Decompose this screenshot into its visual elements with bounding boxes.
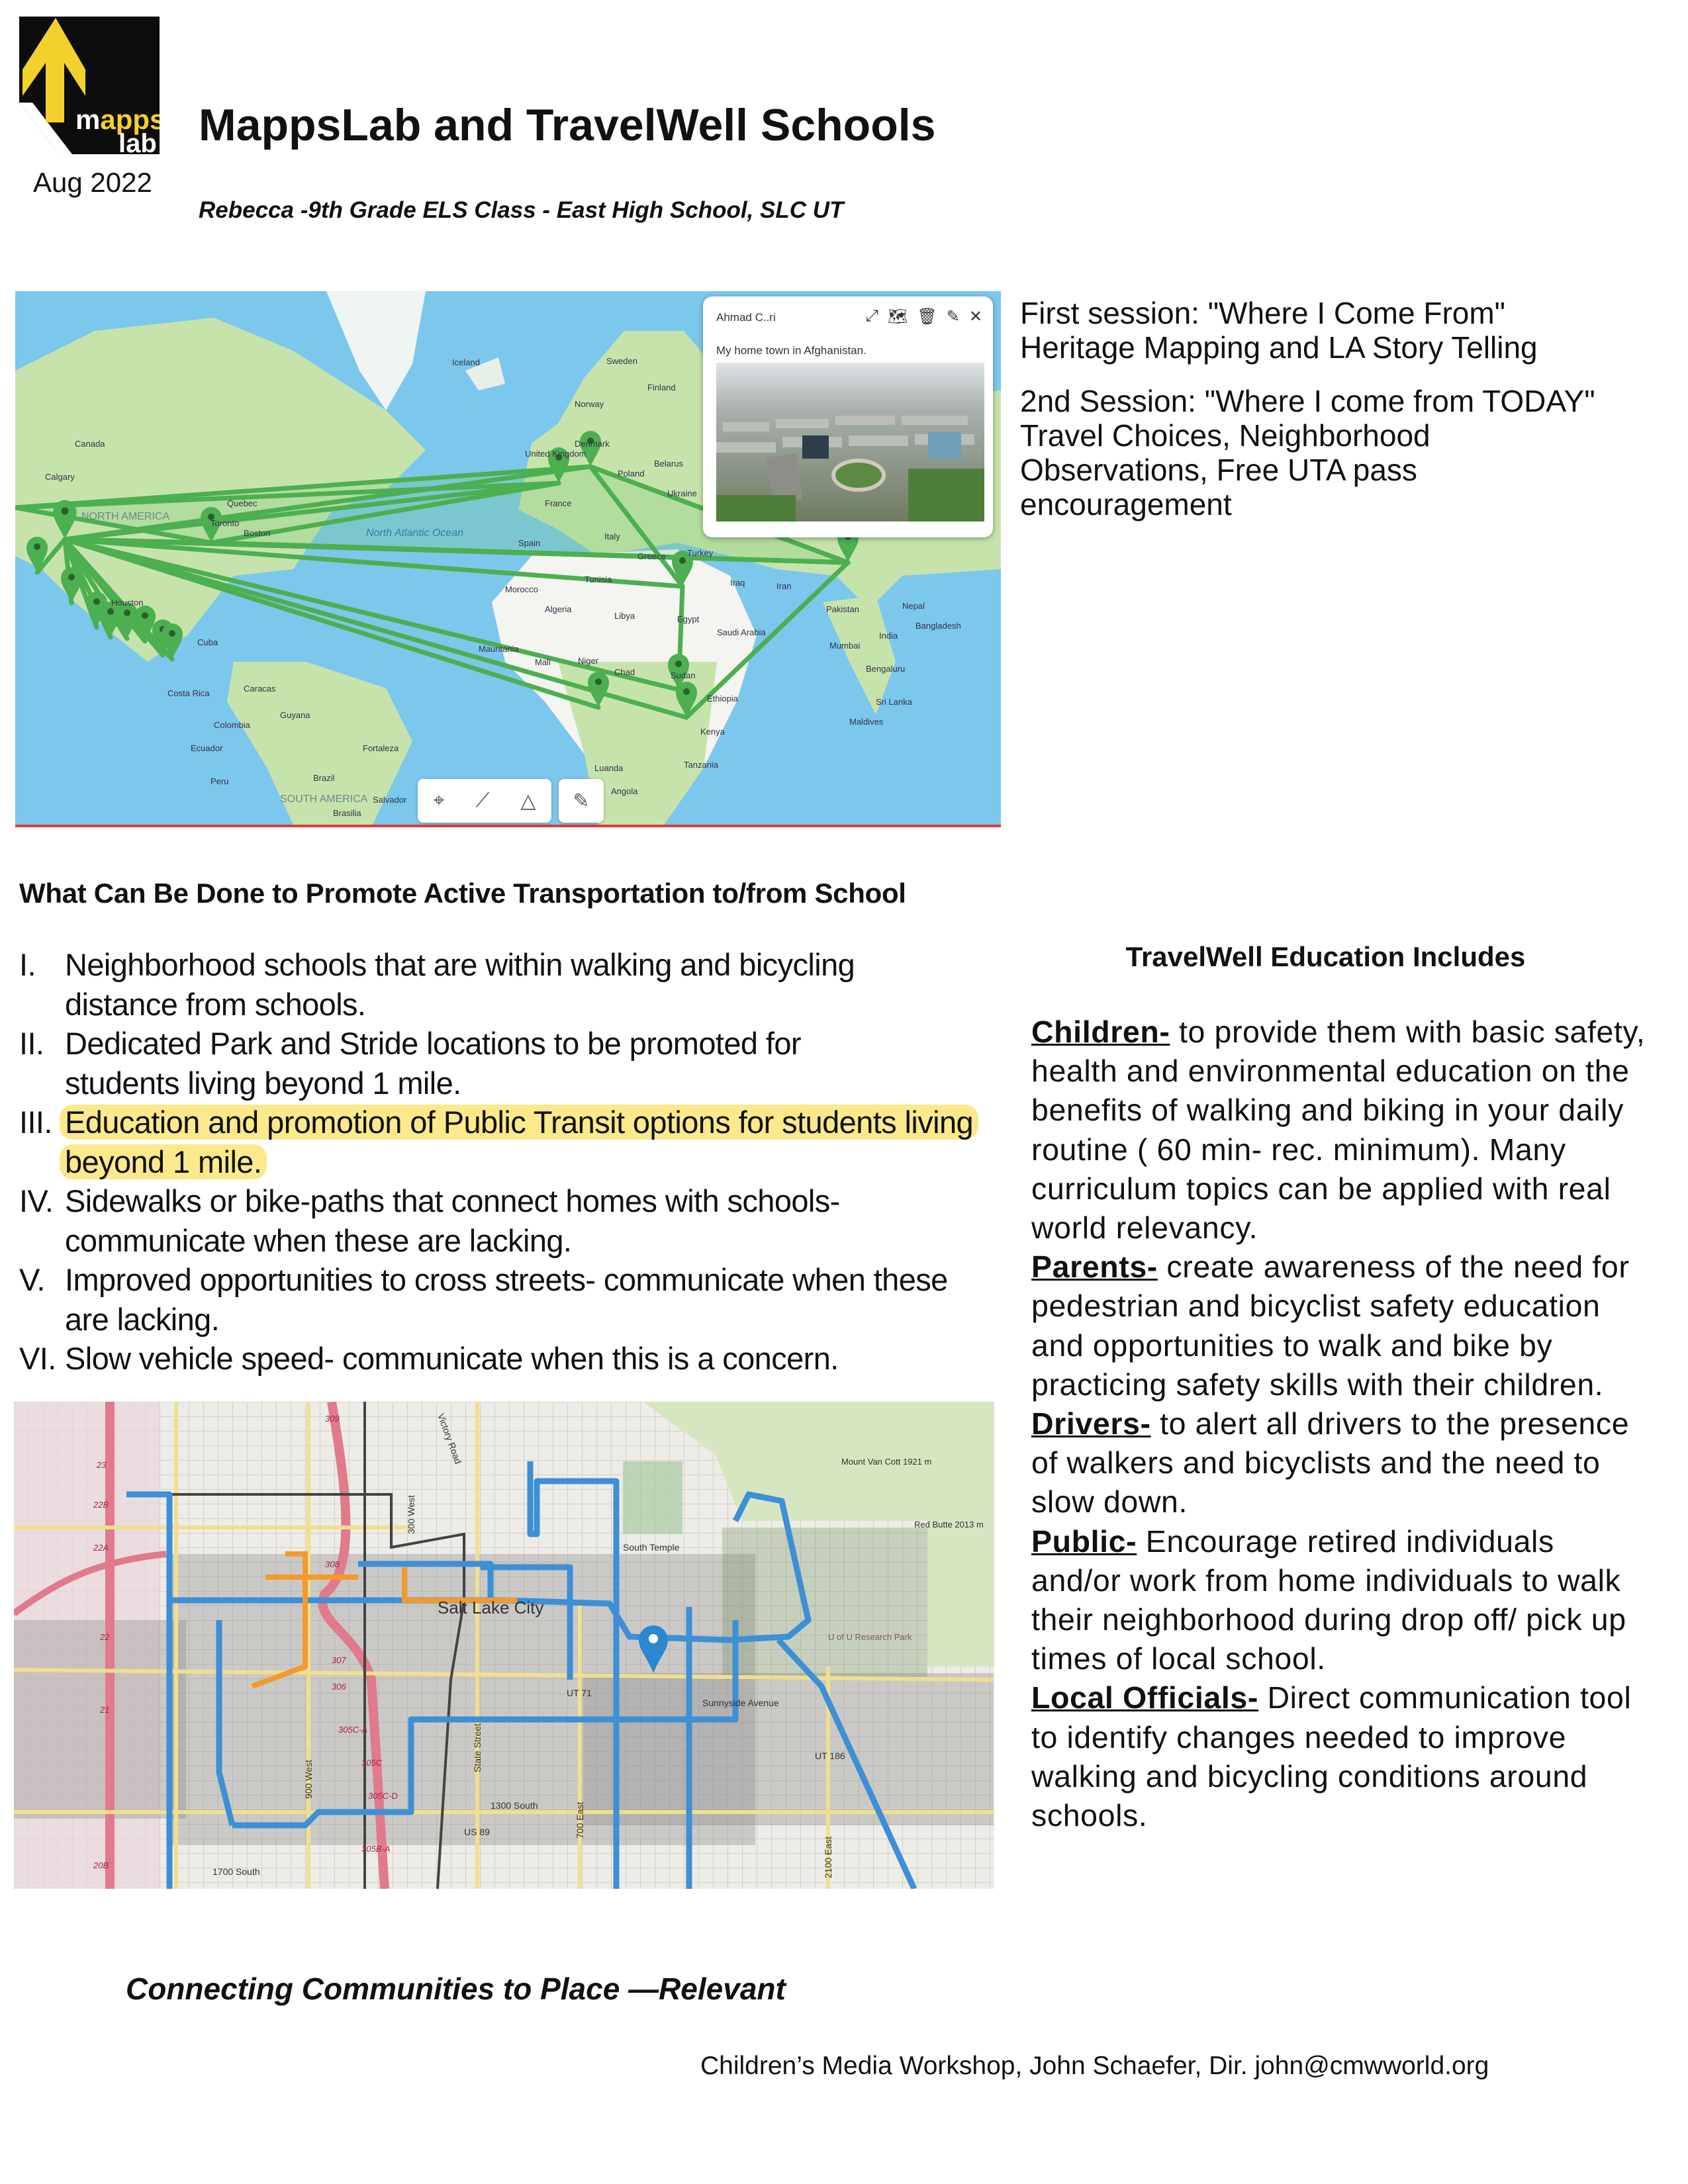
map-label: Sunnyside Avenue [702,1698,779,1708]
first-session [1020,296,1682,365]
map-label: Poland [618,469,645,478]
close-icon[interactable]: ✕ [968,308,982,326]
map-label: Mumbai [829,641,861,651]
travelwell-entries [1031,1013,1647,1835]
map-label: Colombia [214,720,250,730]
map-label: Egypt [677,614,700,624]
map-label: Sudan [671,670,696,680]
item-text: Sidewalks or bike-paths that connect homes with schools- communicate when these are lacking. [65,1183,840,1258]
entry-parents [1031,1248,1647,1404]
map-label: SOUTH AMERICA [280,794,368,805]
map-label: United Kingdom [525,449,586,459]
entry-public [1031,1522,1647,1679]
slc-map-canvas [14,1402,994,1889]
map-label: Turkey [687,548,714,558]
map-label: 21 [100,1705,110,1715]
item-text: Dedicated Park and Stride locations to be promoted for students living beyond 1 mile. [65,1026,801,1101]
map-label: Iceland [452,357,480,367]
tagline: Connecting Communities to Place —Relevant [126,1972,786,2006]
entry-term: Drivers- [1031,1406,1151,1441]
map-label: 23 [97,1460,107,1470]
map-label: Salt Lake City [438,1598,544,1617]
map-label: Boston [244,528,271,538]
marker-icon[interactable]: ⌖ [433,790,445,811]
item-text: Neighborhood schools that are within walking and bicycling distance from schools. [65,947,855,1022]
item-text: Slow vehicle speed- communicate when this is a concern. [65,1341,839,1376]
map-label: Ecuador [191,743,223,753]
map-label: Norway [575,399,604,409]
map-label: Bangladesh [915,621,961,631]
popup-author: Ahmad C..ri [716,311,776,324]
map-label: 22 [100,1632,110,1642]
map-label: Quebec [227,498,258,508]
trash-icon[interactable]: 🗑 [917,308,937,326]
map-label: Canada [75,439,105,449]
second-session-title: 2nd Session: "Where I come from TODAY" [1020,384,1595,418]
map-label: 900 West [303,1760,314,1799]
map-label: Greece [637,551,666,561]
entry-term: Local Officials- [1031,1680,1258,1715]
list-item [19,945,992,1024]
date: Aug 2022 [33,167,152,198]
map-label: 700 East [575,1801,585,1839]
map-label: Victory Road [436,1412,464,1466]
entry-term: Children- [1031,1015,1170,1049]
map-label: Kenya [700,727,725,737]
map-label: 305B-A [361,1844,391,1854]
map-label: Salvador [373,795,407,805]
map-label: Denmark [575,439,610,449]
map-label: Nepal [902,601,925,611]
list-item [19,1024,992,1103]
map-label: Sweden [606,356,637,366]
map-label: UT 71 [567,1688,592,1698]
list-item [19,1260,992,1339]
map-label: 309 [325,1414,340,1424]
map-label: Costa Rica [167,688,210,698]
page-subtitle: Rebecca -9th Grade ELS Class - East High School, SLC UT [199,197,844,223]
entry-text: Direct communication tool to identify changes needed to improve walking and bicycling conditions around schools. [1031,1680,1632,1833]
entry-text: to provide them with basic safety, health and environmental education on the benefits of walking and biking in your daily routine ( 60 min- rec. minimum). Many curriculum topics can be applied with real world relevancy. [1031,1015,1646,1246]
item-number: V. [19,1262,45,1297]
map-label: Mauritania [479,644,519,654]
entry-text: Encourage retired individuals and/or work from home individuals to walk their neighborhood during drop off/ pick up times of local school. [1031,1524,1626,1676]
list-item [19,1103,992,1181]
list-item [19,1339,992,1379]
svg-text:lab: lab [118,129,157,154]
entry-term: Parents- [1031,1250,1158,1285]
item-text: Improved opportunities to cross streets- communicate when these are lacking. [65,1262,948,1337]
map-label: 300 West [406,1495,416,1534]
map-label: Sri Lanka [876,697,912,707]
map-label: South Temple [623,1542,680,1553]
promote-heading: What Can Be Done to Promote Active Transportation to/from School [19,878,906,909]
map-label: North Atlantic Ocean [366,527,464,539]
map-label: 1700 South [212,1866,260,1877]
map-label: Caracas [244,684,276,694]
map-label: 1300 South [491,1800,538,1811]
map-label: India [879,631,898,641]
map-label: Guyana [280,710,310,720]
map-label: Luanda [594,763,624,773]
mappslab-logo [19,17,160,154]
edit-icon[interactable]: ✎ [946,308,960,326]
entry-children [1031,1013,1647,1248]
map-label: 306 [332,1682,346,1692]
map-label: 308 [325,1559,340,1569]
promote-list [19,945,992,1379]
edit-toolbar [559,779,604,823]
map-label: Spain [518,538,541,548]
entry-term: Public- [1031,1524,1137,1559]
map-label: Bengaluru [866,664,906,674]
list-item [19,1181,992,1260]
map-label: Tunisia [585,574,612,584]
map-label: Belarus [654,459,684,469]
map-label: Angola [611,786,638,796]
map-label: Chad [614,667,635,677]
map-label: Pakistan [826,604,859,614]
map-label: Mount Van Cott 1921 m [841,1457,932,1467]
map-label: Mali [535,657,551,667]
polygon-icon[interactable]: △ [520,790,536,812]
draw-toolbar [418,779,551,823]
map-label: 22B [93,1500,109,1510]
map-label: NORTH AMERICA [81,511,170,522]
line-icon[interactable]: ⟋ [475,790,490,811]
first-session-title: First session: "Where I Come From" [1020,296,1506,330]
map-label: 305C [361,1758,383,1768]
map-label: Saudi Arabia [717,627,766,637]
item-number: III. [19,1105,52,1140]
expand-icon[interactable]: ⤢ [865,307,878,325]
item-number: IV. [19,1183,54,1218]
second-session-desc: Travel Choices, Neighborhood Observations, Free UTA pass encouragement [1020,418,1430,522]
map-label: Iran [776,581,792,591]
map-label: Finland [647,383,676,392]
salt-lake-city-route-map[interactable] [14,1402,994,1889]
entry-drivers [1031,1404,1647,1522]
map-label: 305C-D [368,1791,398,1801]
map-label: Niger [578,656,599,666]
map-label: Libya [614,611,635,621]
item-number: I. [19,947,36,982]
map-label: US 89 [464,1827,490,1837]
map-image-icon[interactable]: 🗺 [887,308,908,326]
map-label: 22A [93,1543,109,1553]
map-label: Cuba [197,637,218,647]
map-label: 2100 East [823,1836,833,1878]
map-label: Algeria [545,604,572,614]
map-label: Tanzania [684,760,719,770]
map-label: UT 186 [815,1751,845,1761]
map-label: 305C-A [338,1725,368,1735]
map-label: Brasilia [333,808,361,818]
popup-caption: My home town in Afghanistan. [716,344,867,357]
entry-text: create awareness of the need for pedestrian and bicyclist safety education and opportunities to walk and bike by practicing safety skills with their children. [1031,1250,1630,1402]
map-label: 20B [93,1860,109,1870]
page-title: MappsLab and TravelWell Schools [199,100,936,150]
pencil-icon[interactable]: ✎ [573,790,590,812]
map-label: Maldives [849,717,884,727]
second-session [1020,384,1682,522]
map-label: Ethiopia [707,694,738,704]
entry-local-officials [1031,1678,1647,1835]
entry-text: to alert all drivers to the presence of walkers and bicyclists and the need to slow down. [1031,1406,1630,1520]
map-label: Fortaleza [363,743,399,753]
map-label: Italy [604,531,620,541]
item-number: II. [19,1026,44,1061]
map-label: Brazil [313,773,335,783]
map-label: Peru [211,776,229,786]
hometown-photo [716,363,984,522]
svg-text:mapps: mapps [75,104,160,135]
map-label: State Street [472,1723,483,1772]
map-label: Toronto [211,518,240,528]
map-label: Morocco [505,584,538,594]
highlighted-item-text: Education and promotion of Public Transit options for students living beyond 1 mile. [60,1105,978,1179]
map-label: France [545,498,572,508]
map-label: Iraq [730,578,745,588]
map-label: Calgary [45,472,75,482]
map-label: Red Butte 2013 m [914,1520,984,1529]
credit-line: Children’s Media Workshop, John Schaefer, Dir. john@cmwworld.org [700,2052,1489,2080]
location-popup [703,296,993,537]
item-number: VI. [19,1341,56,1376]
map-label: U of U Research Park [828,1632,912,1642]
map-label: Houston [111,598,144,608]
map-label: Ukraine [667,488,697,498]
first-session-desc: Heritage Mapping and LA Story Telling [1020,330,1538,365]
map-label: 307 [332,1655,346,1665]
travelwell-heading: TravelWell Education Includes [1125,941,1526,972]
